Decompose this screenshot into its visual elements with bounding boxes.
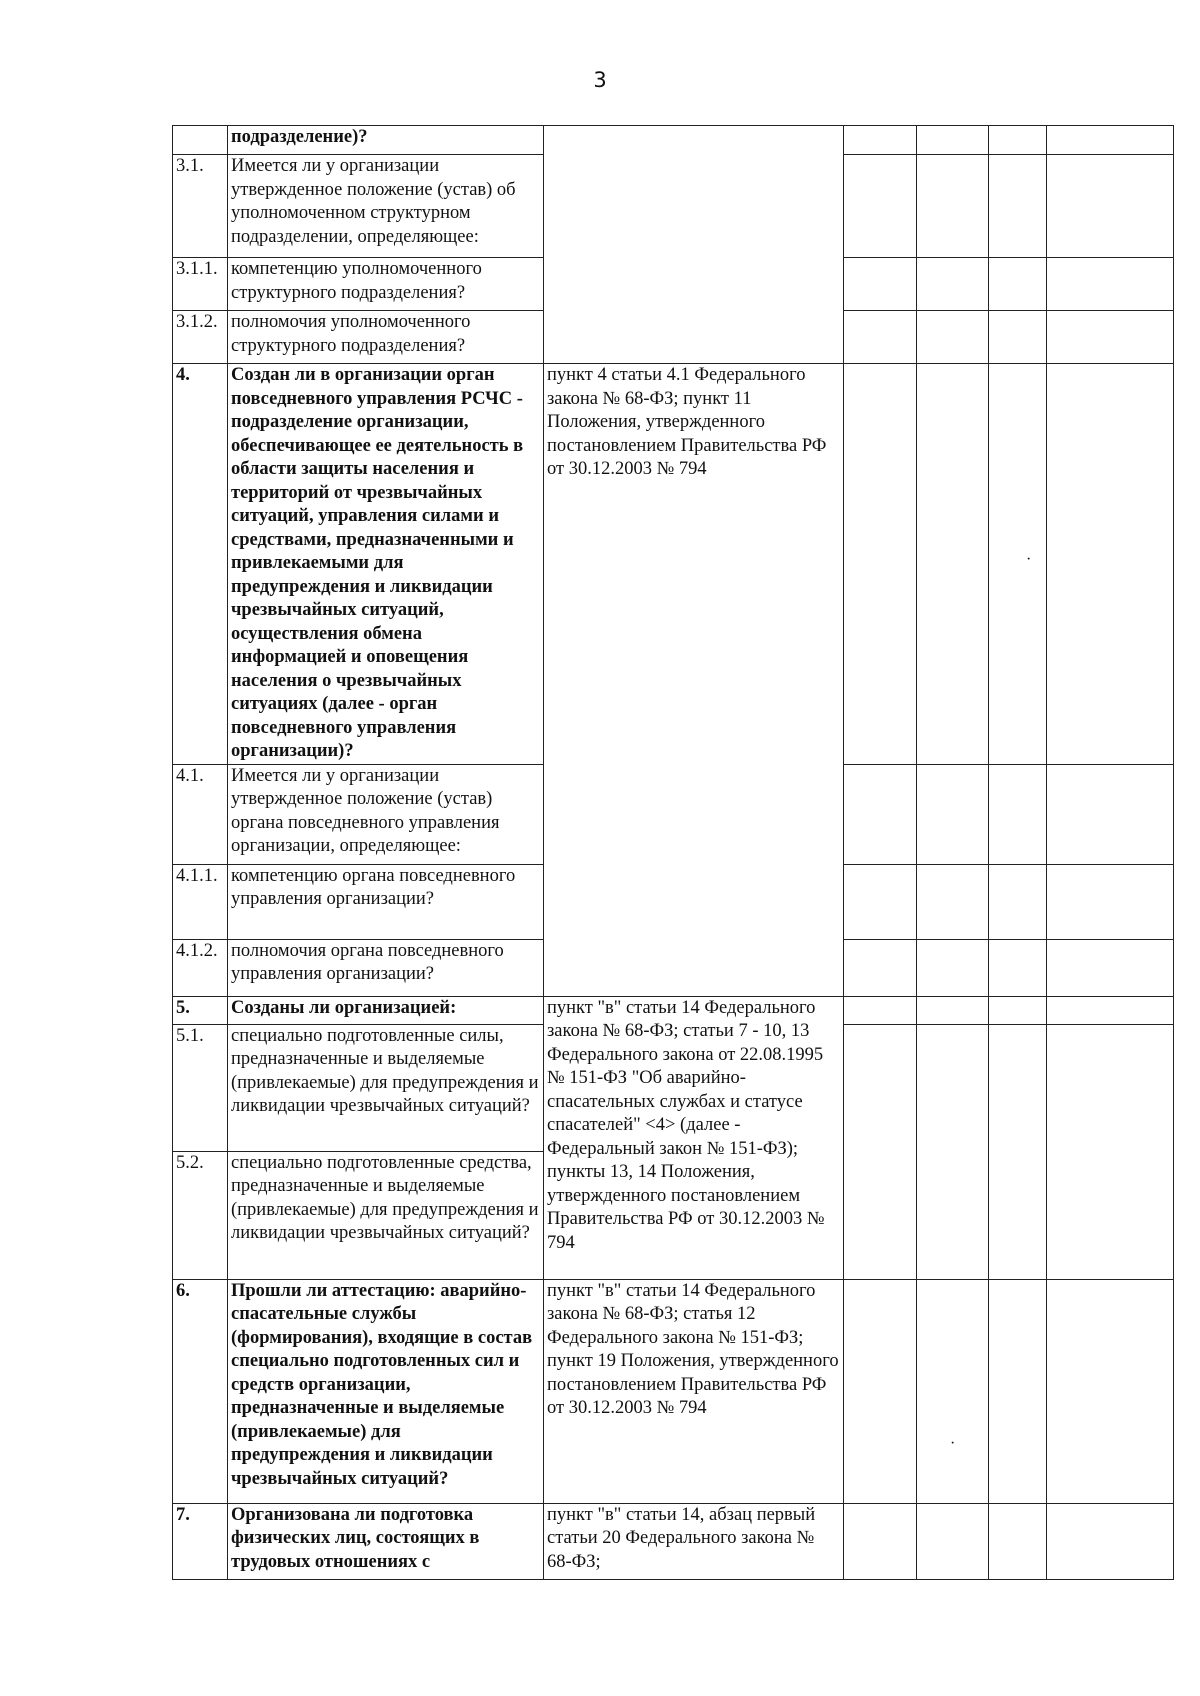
legal-basis-cell: пункт "в" статьи 14, абзац первый статьи 20 Федерального закона № 68-ФЗ; xyxy=(544,1503,844,1579)
table-row xyxy=(173,364,1174,765)
answer-no-cell xyxy=(917,1279,989,1503)
answer-yes-cell xyxy=(844,126,917,155)
legal-basis-cell: пункт 4 статьи 4.1 Федерального закона № 68-ФЗ; пункт 11 Положения, утвержденного постановлением Правительства РФ от 30.12.2003 № 794 xyxy=(544,364,844,997)
answer-yes-cell xyxy=(844,764,917,864)
answer-no-cell xyxy=(917,1503,989,1579)
page-number: 3 xyxy=(593,68,607,92)
answer-yes-cell xyxy=(844,364,917,765)
checklist-table xyxy=(172,125,1174,1580)
answer-na-cell xyxy=(989,311,1047,364)
row-number: 3.1.1. xyxy=(173,258,228,311)
answer-na-cell xyxy=(989,364,1047,765)
answer-yes-cell xyxy=(844,996,917,1024)
row-number: 3.1.2. xyxy=(173,311,228,364)
question-cell: Создан ли в организации орган повседневного управления РСЧС - подразделение организации, обеспечивающее ее деятельность в области защиты населения и территорий от чрезвычайных ситуаций, управления силами и средствами, предназначенными и привлекаемыми для предупреждения и ликвидации чрезвычайных ситуаций, осуществления обмена информацией и оповещения населения о чрезвычайных ситуациях (далее - орган повседневного управления организации)? xyxy=(228,364,544,765)
answer-no-cell xyxy=(917,939,989,996)
question-cell: Прошли ли аттестацию: аварийно-спасательные службы (формирования), входящие в состав специально подготовленных сил и средств организации, предназначенные и выделяемые (привлекаемые) для предупреждения и ликвидации чрезвычайных ситуаций? xyxy=(228,1279,544,1503)
answer-na-cell xyxy=(989,996,1047,1024)
answer-yes-cell xyxy=(844,258,917,311)
answer-na-cell xyxy=(989,1024,1047,1279)
answer-no-cell xyxy=(917,864,989,939)
question-cell: Организована ли подготовка физических лиц, состоящих в трудовых отношениях с xyxy=(228,1503,544,1579)
note-cell xyxy=(1047,996,1174,1024)
answer-no-cell xyxy=(917,311,989,364)
note-cell xyxy=(1047,364,1174,765)
answer-na-cell xyxy=(989,126,1047,155)
answer-yes-cell xyxy=(844,311,917,364)
row-number: 4. xyxy=(173,364,228,765)
note-cell xyxy=(1047,258,1174,311)
answer-yes-cell xyxy=(844,864,917,939)
answer-no-cell xyxy=(917,126,989,155)
row-number xyxy=(173,126,228,155)
row-number: 6. xyxy=(173,1279,228,1503)
answer-yes-cell xyxy=(844,1503,917,1579)
answer-yes-cell xyxy=(844,1024,917,1279)
row-number: 5. xyxy=(173,996,228,1024)
row-number: 3.1. xyxy=(173,155,228,258)
note-cell xyxy=(1047,1024,1174,1279)
question-cell: подразделение)? xyxy=(228,126,544,155)
answer-na-cell xyxy=(989,1279,1047,1503)
question-cell: специально подготовленные силы, предназначенные и выделяемые (привлекаемые) для предупреждения и ликвидации чрезвычайных ситуаций? xyxy=(228,1024,544,1151)
answer-yes-cell xyxy=(844,155,917,258)
note-cell xyxy=(1047,939,1174,996)
row-number: 5.1. xyxy=(173,1024,228,1151)
note-cell xyxy=(1047,311,1174,364)
row-number: 4.1.2. xyxy=(173,939,228,996)
question-cell: компетенцию уполномоченного структурного подразделения? xyxy=(228,258,544,311)
question-cell: полномочия уполномоченного структурного подразделения? xyxy=(228,311,544,364)
answer-na-cell xyxy=(989,864,1047,939)
legal-basis-cell: пункт "в" статьи 14 Федерального закона № 68-ФЗ; статья 12 Федерального закона № 151-ФЗ; пункт 19 Положения, утвержденного постановлением Правительства РФ от 30.12.2003 № 794 xyxy=(544,1279,844,1503)
answer-na-cell xyxy=(989,258,1047,311)
legal-basis-cell: пункт "в" статьи 14 Федерального закона № 68-ФЗ; статьи 7 - 10, 13 Федерального закона от 22.08.1995 № 151-ФЗ "Об аварийно-спасательных службах и статусе спасателей" <4> (далее - Федеральный закон № 151-ФЗ); пункты 13, 14 Положения, утвержденного постановлением Правительства РФ от 30.12.2003 № 794 xyxy=(544,996,844,1279)
answer-yes-cell xyxy=(844,939,917,996)
table-row xyxy=(173,126,1174,155)
answer-na-cell xyxy=(989,155,1047,258)
row-number: 5.2. xyxy=(173,1151,228,1279)
table-row xyxy=(173,1279,1174,1503)
note-cell xyxy=(1047,864,1174,939)
answer-no-cell xyxy=(917,364,989,765)
note-cell xyxy=(1047,126,1174,155)
row-number: 4.1.1. xyxy=(173,864,228,939)
answer-yes-cell xyxy=(844,1279,917,1503)
answer-no-cell xyxy=(917,764,989,864)
scan-speck: · xyxy=(1026,551,1032,568)
row-number: 4.1. xyxy=(173,764,228,864)
answer-no-cell xyxy=(917,155,989,258)
question-cell: специально подготовленные средства, предназначенные и выделяемые (привлекаемые) для предупреждения и ликвидации чрезвычайных ситуаций? xyxy=(228,1151,544,1279)
answer-no-cell xyxy=(917,258,989,311)
answer-na-cell xyxy=(989,1503,1047,1579)
answer-no-cell xyxy=(917,996,989,1024)
answer-na-cell xyxy=(989,939,1047,996)
question-cell: компетенцию органа повседневного управления организации? xyxy=(228,864,544,939)
question-cell: Имеется ли у организации утвержденное положение (устав) органа повседневного управления организации, определяющее: xyxy=(228,764,544,864)
answer-na-cell xyxy=(989,764,1047,864)
table-row xyxy=(173,996,1174,1024)
note-cell xyxy=(1047,1279,1174,1503)
scan-speck: · xyxy=(950,1435,956,1452)
table-row xyxy=(173,1503,1174,1579)
row-number: 7. xyxy=(173,1503,228,1579)
answer-no-cell xyxy=(917,1024,989,1279)
note-cell xyxy=(1047,155,1174,258)
question-cell: Созданы ли организацией: xyxy=(228,996,544,1024)
note-cell xyxy=(1047,1503,1174,1579)
legal-basis-cell xyxy=(544,126,844,364)
note-cell xyxy=(1047,764,1174,864)
question-cell: полномочия органа повседневного управления организации? xyxy=(228,939,544,996)
question-cell: Имеется ли у организации утвержденное положение (устав) об уполномоченном структурном подразделении, определяющее: xyxy=(228,155,544,258)
